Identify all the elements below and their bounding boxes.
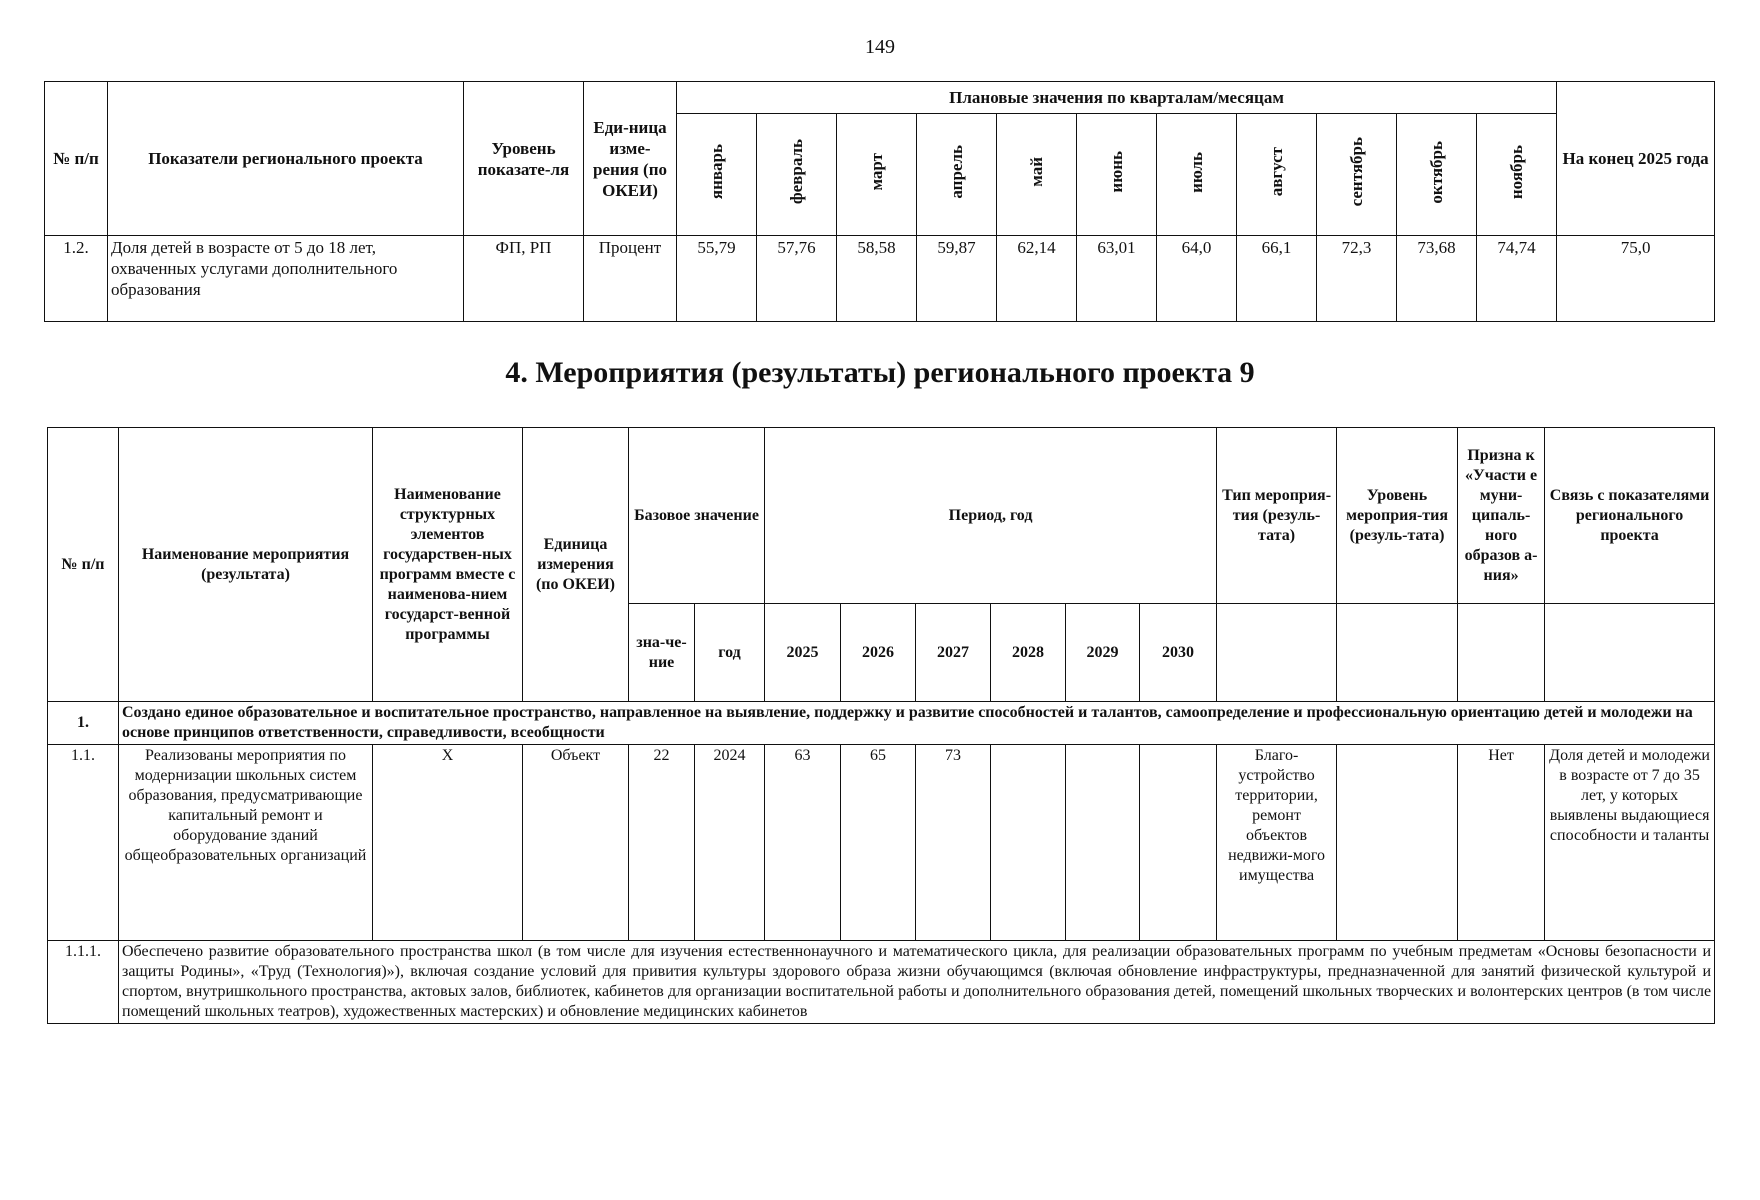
header-year: 2027 [916,604,991,702]
row-base-year: 2024 [695,745,765,941]
activities-table [47,427,1715,1024]
header-end: На конец 2025 года [1557,82,1715,236]
header-structural: Наименование структурных элементов государствен-ных программ вместе с наименова-нием государст-венной программы [373,428,523,702]
header-month: сентябрь [1317,114,1397,236]
header-month: январь [677,114,757,236]
row-unit: Процент [584,236,677,322]
row-value: 73,68 [1397,236,1477,322]
row-year [1140,745,1217,941]
header-num: № п/п [45,82,108,236]
header-base-value: зна-че-ние [629,604,695,702]
section-row [48,702,1715,745]
header-year: 2029 [1066,604,1140,702]
row-type: Благо-устройство территории, ремонт объектов недвижи-мого имущества [1217,745,1337,941]
row-level [1337,745,1458,941]
header-month: апрель [917,114,997,236]
table-row [48,745,1715,941]
row-year [1066,745,1140,941]
header-unit: Еди-ница изме-рения (по ОКЕИ) [584,82,677,236]
row-link: Доля детей и молодежи в возрасте от 7 до 35 лет, у которых выявлены выдающиеся способности и таланты [1545,745,1715,941]
section-num: 1. [48,702,119,745]
header-level: Уровень мероприя-тия (резуль-тата) [1337,428,1458,604]
row-value: 64,0 [1157,236,1237,322]
header-month: июнь [1077,114,1157,236]
header-month: май [997,114,1077,236]
row-name: Реализованы мероприятия по модернизации школьных систем образования, предусматривающие капитальный ремонт и оборудование зданий общеобразовательных организаций [119,745,373,941]
header-indicator: Показатели регионального проекта [108,82,464,236]
subrow [48,941,1715,1024]
row-sign: Нет [1458,745,1545,941]
row-value: 66,1 [1237,236,1317,322]
header-year: 2028 [991,604,1066,702]
row-value: 72,3 [1317,236,1397,322]
row-year [991,745,1066,941]
row-value: 55,79 [677,236,757,322]
row-year: 63 [765,745,841,941]
section-text: Создано единое образовательное и воспитательное пространство, направленное на выявление, поддержку и развитие способностей и талантов, самоопределение и профессиональную ориентацию детей и молодежи на основе принципов ответственности, справедливости, всеобщности [119,702,1715,745]
header-base-year: год [695,604,765,702]
row-num: 1.2. [45,236,108,322]
header-num: № п/п [48,428,119,702]
header-year: 2025 [765,604,841,702]
row-value: 63,01 [1077,236,1157,322]
header-link: Связь с показателями регионального проекта [1545,428,1715,604]
header-level: Уровень показате-ля [464,82,584,236]
header-year: 2026 [841,604,916,702]
header-year: 2030 [1140,604,1217,702]
row-structural: X [373,745,523,941]
header-unit: Единица измерения (по ОКЕИ) [523,428,629,702]
row-level: ФП, РП [464,236,584,322]
subrow-text: Обеспечено развитие образовательного пространства школ (в том числе для изучения естественнонаучного и математического цикла, для реализации образовательных программ по учебным предметам «Основы безопасности и защиты Родины», «Труд (Технология)»), включая создание условий для привития культуры здорового образа жизни обучающимся (включая обновление инфраструктуры, предназначенной для занятий физической культурой и спортом, внутришкольного пространства, актовых залов, библиотек, кабинетов для организации воспитательной работы и дополнительного образования детей, помещений школьных творческих и волонтерских центров (в том числе помещений школьных театров), художественных мастерских) и обновление медицинских кабинетов [119,941,1715,1024]
row-value: 57,76 [757,236,837,322]
table-row [45,236,1715,322]
header-month: февраль [757,114,837,236]
indicators-table [44,81,1715,322]
subrow-num: 1.1.1. [48,941,119,1024]
row-value: 58,58 [837,236,917,322]
row-num: 1.1. [48,745,119,941]
header-name: Наименование мероприятия (результата) [119,428,373,702]
header-month: июль [1157,114,1237,236]
header-base: Базовое значение [629,428,765,604]
header-month: ноябрь [1477,114,1557,236]
header-month: март [837,114,917,236]
header-month: август [1237,114,1317,236]
row-end: 75,0 [1557,236,1715,322]
row-value: 74,74 [1477,236,1557,322]
header-type: Тип мероприя-тия (резуль-тата) [1217,428,1337,604]
row-base-value: 22 [629,745,695,941]
header-period: Период, год [765,428,1217,604]
row-indicator: Доля детей в возрасте от 5 до 18 лет, охваченных услугами дополнительного образования [108,236,464,322]
row-year: 65 [841,745,916,941]
row-year: 73 [916,745,991,941]
row-value: 62,14 [997,236,1077,322]
page-number: 149 [865,36,895,58]
row-unit: Объект [523,745,629,941]
row-value: 59,87 [917,236,997,322]
header-planned: Плановые значения по кварталам/месяцам [677,82,1557,114]
header-month: октябрь [1397,114,1477,236]
section-title: 4. Мероприятия (результаты) регионального проекта 9 [505,356,1255,389]
header-sign: Призна к «Участи е муни-ципаль-ного образов а-ния» [1458,428,1545,604]
